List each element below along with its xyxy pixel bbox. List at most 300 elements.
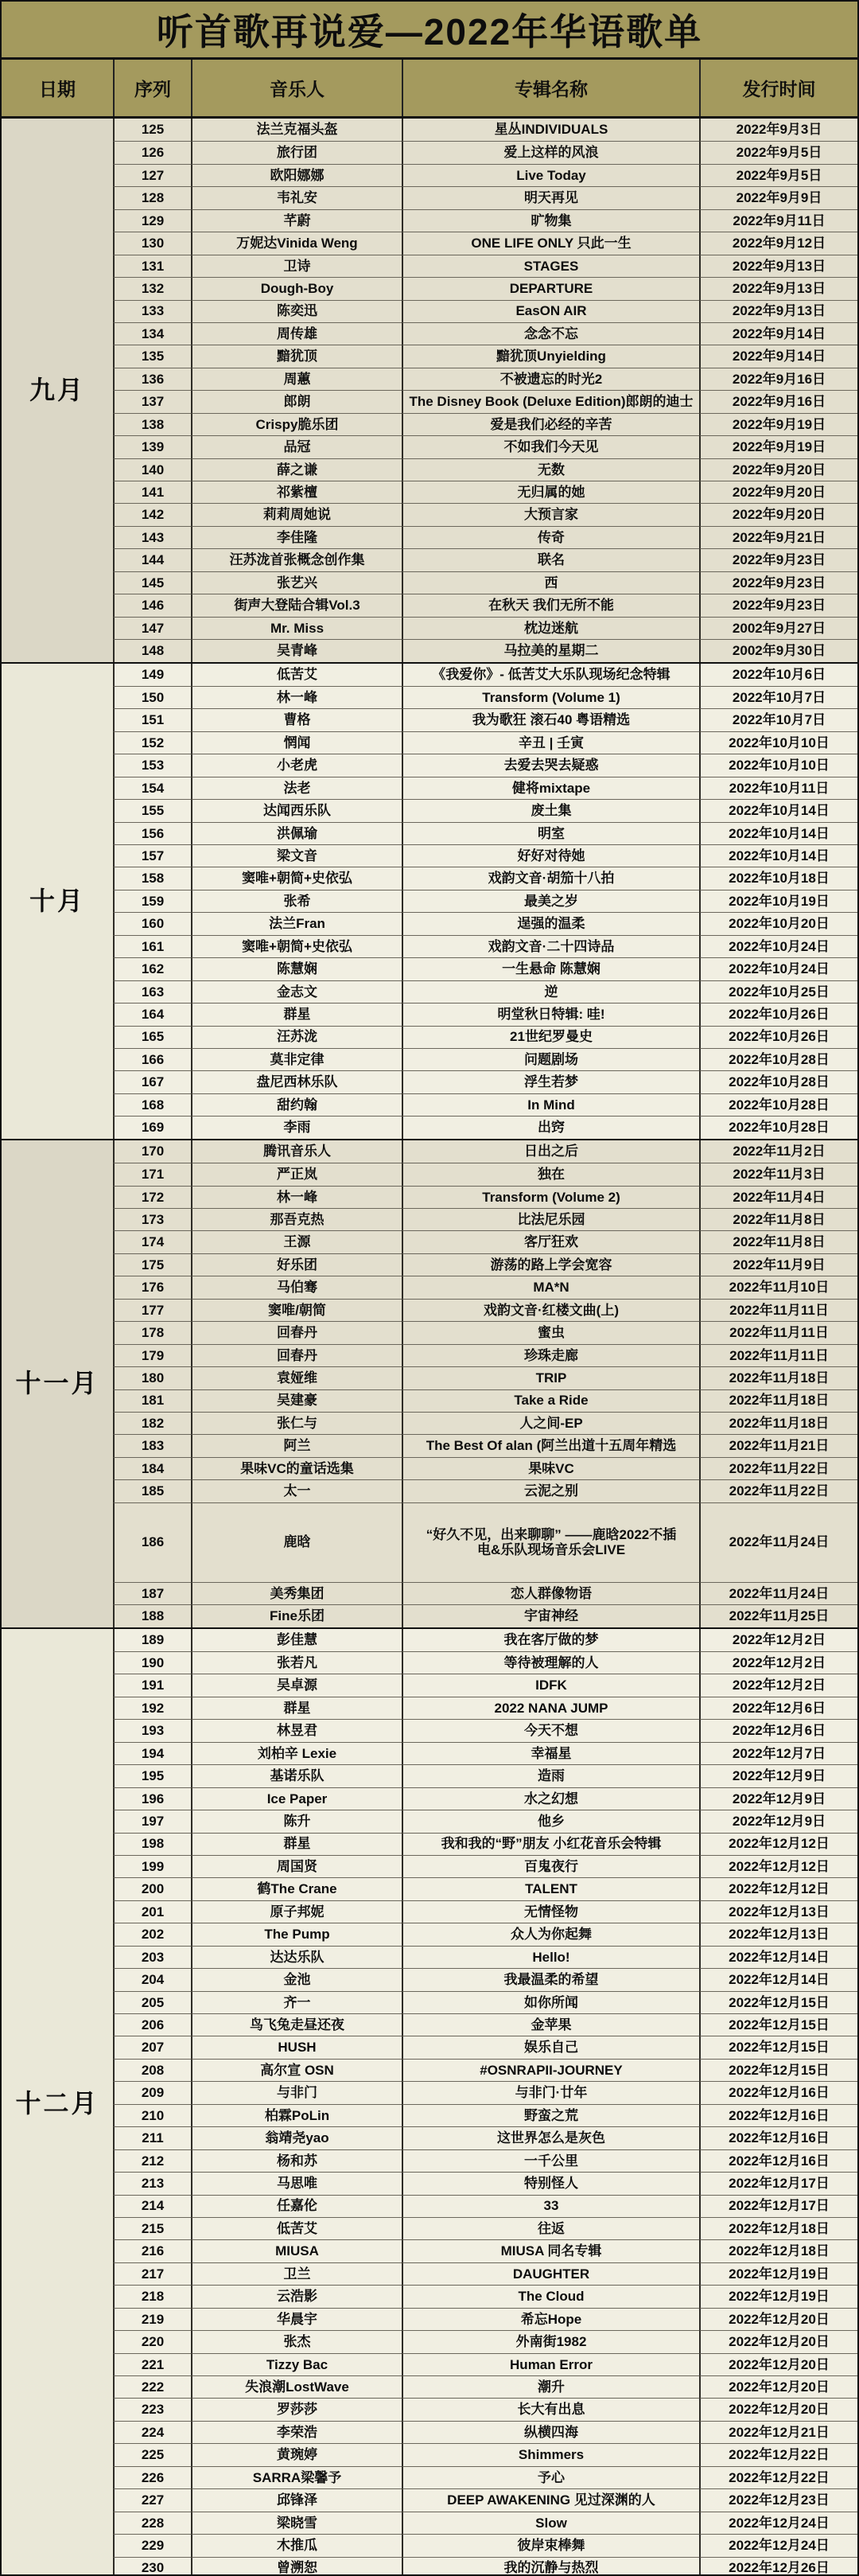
row-no: 190	[113, 1651, 191, 1674]
album-title: 娱乐自己	[402, 2036, 699, 2058]
artist-name: 周蕙	[191, 368, 402, 390]
month-group-4	[2, 1627, 857, 2576]
row-no: 182	[113, 1412, 191, 1434]
release-date: 2022年10月28日	[699, 1116, 857, 1138]
album-title: 爱是我们必经的辛苦	[402, 413, 699, 435]
album-title: 比法尼乐园	[402, 1208, 699, 1230]
release-date: 2022年11月8日	[699, 1208, 857, 1230]
artist-name: MIUSA	[191, 2239, 402, 2262]
release-date: 2022年12月20日	[699, 2398, 857, 2420]
row-no: 186	[113, 1502, 191, 1582]
artist-name: 低苦艾	[191, 664, 402, 686]
album-title: 无归属的她	[402, 481, 699, 503]
album-title: TRIP	[402, 1366, 699, 1389]
row-no: 201	[113, 1900, 191, 1923]
row-no: 156	[113, 822, 191, 844]
artist-name: 好乐团	[191, 1253, 402, 1276]
release-date: 2022年11月24日	[699, 1582, 857, 1604]
album-title: MIUSA 同名专辑	[402, 2239, 699, 2262]
row-no: 221	[113, 2353, 191, 2375]
album-title: DEPARTURE	[402, 277, 699, 299]
album-title: IDFK	[402, 1674, 699, 1696]
release-date: 2022年12月7日	[699, 1742, 857, 1764]
artist-name: 马伯骞	[191, 1276, 402, 1298]
row-no: 229	[113, 2534, 191, 2556]
row-no: 222	[113, 2375, 191, 2398]
album-title: 最美之岁	[402, 890, 699, 912]
album-title: 我为歌狂 滚石40 粤语精选	[402, 708, 699, 731]
row-no: 203	[113, 1946, 191, 1968]
artist-name: 郎朗	[191, 390, 402, 412]
album-title: 客厅狂欢	[402, 1230, 699, 1253]
album-title: Shimmers	[402, 2443, 699, 2465]
row-no: 155	[113, 799, 191, 821]
table-body	[2, 119, 857, 2576]
release-date: 2022年10月26日	[699, 1003, 857, 1025]
row-no: 138	[113, 413, 191, 435]
row-no: 189	[113, 1629, 191, 1651]
artist-name: 群星	[191, 1833, 402, 1855]
artist-name: 旅行团	[191, 141, 402, 163]
month-label: 九月	[2, 119, 113, 662]
album-title: 日出之后	[402, 1140, 699, 1163]
row-no: 169	[113, 1116, 191, 1138]
row-no: 216	[113, 2239, 191, 2262]
release-date: 2022年9月21日	[699, 526, 857, 548]
artist-name: 任嘉伦	[191, 2195, 402, 2217]
row-no: 132	[113, 277, 191, 299]
release-date: 2022年12月15日	[699, 2013, 857, 2036]
release-date: 2022年10月7日	[699, 686, 857, 708]
artist-name: 小老虎	[191, 754, 402, 776]
row-no: 134	[113, 322, 191, 345]
row-no: 218	[113, 2285, 191, 2307]
release-date: 2022年9月19日	[699, 435, 857, 458]
release-date: 2022年10月26日	[699, 1026, 857, 1048]
release-date: 2022年12月17日	[699, 2172, 857, 2194]
header-album: 专辑名称	[402, 60, 699, 116]
album-title: 去爱去哭去疑惑	[402, 754, 699, 776]
row-no: 194	[113, 1742, 191, 1764]
artist-name: 林一峰	[191, 1186, 402, 1208]
album-title: 游荡的路上学会宽容	[402, 1253, 699, 1276]
artist-name: Ice Paper	[191, 1787, 402, 1810]
artist-name: 李荣浩	[191, 2421, 402, 2443]
artist-name: 莉莉周她说	[191, 503, 402, 525]
artist-name: Tizzy Bac	[191, 2353, 402, 2375]
artist-name: Mr. Miss	[191, 617, 402, 639]
album-title: 独在	[402, 1163, 699, 1185]
artist-name: 芊蔚	[191, 209, 402, 232]
artist-name: 失浪潮LostWave	[191, 2375, 402, 2398]
artist-name: 云浩影	[191, 2285, 402, 2307]
header-artist: 音乐人	[191, 60, 402, 116]
page-title: 听首歌再说爱—2022年华语歌单	[2, 2, 857, 60]
row-no: 164	[113, 1003, 191, 1025]
month-label: 十一月	[2, 1140, 113, 1627]
release-date: 2022年12月14日	[699, 1968, 857, 1990]
row-no: 168	[113, 1093, 191, 1116]
row-no: 212	[113, 2149, 191, 2172]
artist-name: 陈奕迅	[191, 300, 402, 322]
album-title: 废土集	[402, 799, 699, 821]
artist-name: 卫兰	[191, 2262, 402, 2285]
release-date: 2022年11月18日	[699, 1412, 857, 1434]
artist-name: 盘尼西林乐队	[191, 1070, 402, 1093]
artist-name: 窦唯+朝简+史依弘	[191, 935, 402, 957]
album-title: 问题剧场	[402, 1048, 699, 1070]
album-title: 联名	[402, 548, 699, 571]
album-title: 浮生若梦	[402, 1070, 699, 1093]
release-date: 2022年11月11日	[699, 1299, 857, 1321]
row-no: 143	[113, 526, 191, 548]
row-no: 198	[113, 1833, 191, 1855]
release-date: 2022年12月16日	[699, 2081, 857, 2103]
album-title: 健将mixtape	[402, 777, 699, 799]
row-no: 145	[113, 571, 191, 594]
release-date: 2022年9月13日	[699, 255, 857, 277]
row-no: 172	[113, 1186, 191, 1208]
album-title: 特别怪人	[402, 2172, 699, 2194]
album-title: 水之幻想	[402, 1787, 699, 1810]
album-title: 外南街1982	[402, 2330, 699, 2352]
month-label: 十月	[2, 664, 113, 1139]
row-no: 193	[113, 1719, 191, 1741]
row-no: 165	[113, 1026, 191, 1048]
release-date: 2022年9月23日	[699, 548, 857, 571]
row-no: 131	[113, 255, 191, 277]
artist-name: 金志文	[191, 980, 402, 1003]
release-date: 2022年12月12日	[699, 1877, 857, 1900]
row-no: 217	[113, 2262, 191, 2285]
artist-name: 华晨宇	[191, 2308, 402, 2330]
row-no: 137	[113, 390, 191, 412]
album-title: 与非门·廿年	[402, 2081, 699, 2103]
artist-name: 袁娅维	[191, 1366, 402, 1389]
artist-name: 鹤The Crane	[191, 1877, 402, 1900]
artist-name: Crispy脆乐团	[191, 413, 402, 435]
header-no: 序列	[113, 60, 191, 116]
artist-name: 莫非定律	[191, 1048, 402, 1070]
release-date: 2022年11月24日	[699, 1502, 857, 1582]
artist-name: 曾溯恕	[191, 2557, 402, 2576]
album-title: 我最温柔的希望	[402, 1968, 699, 1990]
row-no: 173	[113, 1208, 191, 1230]
artist-name: 果味VC的童话选集	[191, 1457, 402, 1479]
artist-name: 欧阳娜娜	[191, 164, 402, 186]
row-no: 170	[113, 1140, 191, 1163]
artist-name: 严正岚	[191, 1163, 402, 1185]
album-title: 西	[402, 571, 699, 594]
album-title: “好久不见，出来聊聊” ——鹿晗2022不插电&乐队现场音乐会LIVE	[402, 1502, 699, 1582]
row-no: 151	[113, 708, 191, 731]
release-date: 2022年10月14日	[699, 822, 857, 844]
album-title: 往返	[402, 2217, 699, 2239]
row-no: 135	[113, 345, 191, 367]
album-title: 造雨	[402, 1764, 699, 1787]
release-date: 2022年9月23日	[699, 571, 857, 594]
album-title: 我在客厅做的梦	[402, 1629, 699, 1651]
artist-name: SARRA梁馨予	[191, 2466, 402, 2488]
artist-name: 彭佳慧	[191, 1629, 402, 1651]
artist-name: 鸟飞兔走昼还夜	[191, 2013, 402, 2036]
artist-name: The Pump	[191, 1923, 402, 1945]
album-title: DEEP AWAKENING 见过深渊的人	[402, 2488, 699, 2511]
album-title: Transform (Volume 2)	[402, 1186, 699, 1208]
release-date: 2022年10月24日	[699, 957, 857, 980]
row-no: 149	[113, 664, 191, 686]
row-no: 175	[113, 1253, 191, 1276]
artist-name: 李雨	[191, 1116, 402, 1138]
artist-name: 惘闻	[191, 731, 402, 754]
artist-name: 杨和苏	[191, 2149, 402, 2172]
month-group-3	[2, 1139, 857, 1627]
release-date: 2022年9月13日	[699, 277, 857, 299]
album-title: 希忘Hope	[402, 2308, 699, 2330]
release-date: 2022年12月26日	[699, 2557, 857, 2576]
row-no: 219	[113, 2308, 191, 2330]
release-date: 2022年11月21日	[699, 1434, 857, 1456]
album-title: 出窍	[402, 1116, 699, 1138]
artist-name: Dough-Boy	[191, 277, 402, 299]
artist-name: 汪苏泷	[191, 1026, 402, 1048]
row-no: 129	[113, 209, 191, 232]
album-title: 戏韵文音·二十四诗品	[402, 935, 699, 957]
row-no: 181	[113, 1389, 191, 1412]
release-date: 2022年12月22日	[699, 2466, 857, 2488]
release-date: 2022年9月20日	[699, 503, 857, 525]
release-date: 2022年12月18日	[699, 2217, 857, 2239]
row-no: 187	[113, 1582, 191, 1604]
row-no: 162	[113, 957, 191, 980]
row-no: 146	[113, 594, 191, 616]
artist-name: 薛之谦	[191, 458, 402, 481]
album-title: 金苹果	[402, 2013, 699, 2036]
release-date: 2022年10月19日	[699, 890, 857, 912]
release-date: 2022年10月14日	[699, 844, 857, 867]
album-title: 彼岸束棒舞	[402, 2534, 699, 2556]
release-date: 2022年9月23日	[699, 594, 857, 616]
album-title: 辛丑 | 壬寅	[402, 731, 699, 754]
release-date: 2022年10月14日	[699, 799, 857, 821]
album-title: 在秋天 我们无所不能	[402, 594, 699, 616]
album-title: 他乡	[402, 1810, 699, 1832]
header-release: 发行时间	[699, 60, 857, 116]
release-date: 2022年12月18日	[699, 2239, 857, 2262]
release-date: 2022年10月18日	[699, 867, 857, 889]
row-no: 160	[113, 912, 191, 934]
release-date: 2022年11月11日	[699, 1344, 857, 1366]
artist-name: 吴卓源	[191, 1674, 402, 1696]
album-title: 戏韵文音·胡笳十八拍	[402, 867, 699, 889]
release-date: 2022年12月2日	[699, 1674, 857, 1696]
release-date: 2022年12月15日	[699, 1991, 857, 2013]
release-date: 2022年12月24日	[699, 2534, 857, 2556]
release-date: 2022年12月12日	[699, 1855, 857, 1877]
row-no: 179	[113, 1344, 191, 1366]
release-date: 2022年11月2日	[699, 1140, 857, 1163]
row-no: 195	[113, 1764, 191, 1787]
artist-name: 张若凡	[191, 1651, 402, 1674]
artist-name: 张杰	[191, 2330, 402, 2352]
release-date: 2022年9月12日	[699, 232, 857, 254]
album-title: 无情怪物	[402, 1900, 699, 1923]
artist-name: 原子邦妮	[191, 1900, 402, 1923]
row-no: 176	[113, 1276, 191, 1298]
row-no: 211	[113, 2126, 191, 2149]
artist-name: 周传雄	[191, 322, 402, 345]
artist-name: 张希	[191, 890, 402, 912]
row-no: 205	[113, 1991, 191, 2013]
release-date: 2022年9月16日	[699, 390, 857, 412]
release-date: 2022年11月4日	[699, 1186, 857, 1208]
album-title: 念念不忘	[402, 322, 699, 345]
row-no: 213	[113, 2172, 191, 2194]
release-date: 2022年9月19日	[699, 413, 857, 435]
row-no: 136	[113, 368, 191, 390]
release-date: 2022年10月7日	[699, 708, 857, 731]
artist-name: 梁文音	[191, 844, 402, 867]
release-date: 2022年12月22日	[699, 2443, 857, 2465]
artist-name: 王源	[191, 1230, 402, 1253]
row-no: 220	[113, 2330, 191, 2352]
release-date: 2022年11月3日	[699, 1163, 857, 1185]
release-date: 2022年9月3日	[699, 119, 857, 141]
row-no: 215	[113, 2217, 191, 2239]
artist-name: 祁紫檀	[191, 481, 402, 503]
artist-name: 黯犹顶	[191, 345, 402, 367]
album-title: 果味VC	[402, 1457, 699, 1479]
album-title: 长大有出息	[402, 2398, 699, 2420]
artist-name: 罗莎莎	[191, 2398, 402, 2420]
release-date: 2022年12月6日	[699, 1719, 857, 1741]
album-title: #OSNRAPII-JOURNEY	[402, 2059, 699, 2081]
album-title: 我的沉静与热烈	[402, 2557, 699, 2576]
artist-name: 那吾克热	[191, 1208, 402, 1230]
release-date: 2022年11月25日	[699, 1604, 857, 1627]
artist-name: 吴青峰	[191, 639, 402, 661]
album-title: 百鬼夜行	[402, 1855, 699, 1877]
release-date: 2022年11月18日	[699, 1366, 857, 1389]
album-title: 不如我们今天见	[402, 435, 699, 458]
release-date: 2022年10月10日	[699, 754, 857, 776]
artist-name: 梁晓雪	[191, 2512, 402, 2534]
row-no: 224	[113, 2421, 191, 2443]
table-header	[2, 60, 857, 119]
artist-name: 林昱君	[191, 1719, 402, 1741]
release-date: 2022年12月15日	[699, 2036, 857, 2058]
release-date: 2022年12月20日	[699, 2375, 857, 2398]
row-no: 202	[113, 1923, 191, 1945]
album-title: Transform (Volume 1)	[402, 686, 699, 708]
row-no: 161	[113, 935, 191, 957]
release-date: 2022年12月23日	[699, 2488, 857, 2511]
release-date: 2022年9月20日	[699, 458, 857, 481]
album-title: 2022 NANA JUMP	[402, 1697, 699, 1719]
release-date: 2022年12月2日	[699, 1629, 857, 1651]
artist-name: 卫诗	[191, 255, 402, 277]
header-date: 日期	[39, 79, 76, 99]
row-no: 174	[113, 1230, 191, 1253]
row-no: 141	[113, 481, 191, 503]
release-date: 2022年12月20日	[699, 2353, 857, 2375]
album-title: DAUGHTER	[402, 2262, 699, 2285]
release-date: 2022年12月20日	[699, 2330, 857, 2352]
release-date: 2022年12月20日	[699, 2308, 857, 2330]
artist-name: 与非门	[191, 2081, 402, 2103]
album-title: 一千公里	[402, 2149, 699, 2172]
row-no: 159	[113, 890, 191, 912]
row-no: 178	[113, 1321, 191, 1343]
release-date: 2022年12月17日	[699, 2195, 857, 2217]
release-date: 2022年9月9日	[699, 186, 857, 208]
row-no: 128	[113, 186, 191, 208]
row-no: 177	[113, 1299, 191, 1321]
row-no: 196	[113, 1787, 191, 1810]
release-date: 2022年11月9日	[699, 1253, 857, 1276]
release-date: 2022年12月12日	[699, 1833, 857, 1855]
artist-name: 金池	[191, 1968, 402, 1990]
artist-name: 李佳隆	[191, 526, 402, 548]
artist-name: 达闻西乐队	[191, 799, 402, 821]
album-title: TALENT	[402, 1877, 699, 1900]
release-date: 2022年9月14日	[699, 322, 857, 345]
album-title: 21世纪罗曼史	[402, 1026, 699, 1048]
artist-name: 群星	[191, 1003, 402, 1025]
album-title: The Disney Book (Deluxe Edition)郎朗的迪士	[402, 390, 699, 412]
row-no: 204	[113, 1968, 191, 1990]
album-title: Take a Ride	[402, 1389, 699, 1412]
release-date: 2022年12月9日	[699, 1764, 857, 1787]
album-title: MA*N	[402, 1276, 699, 1298]
row-no: 210	[113, 2104, 191, 2126]
row-no: 180	[113, 1366, 191, 1389]
release-date: 2022年11月10日	[699, 1276, 857, 1298]
release-date: 2022年9月14日	[699, 345, 857, 367]
album-title: 人之间-EP	[402, 1412, 699, 1434]
artist-name: 林一峰	[191, 686, 402, 708]
album-title: 大预言家	[402, 503, 699, 525]
row-no: 157	[113, 844, 191, 867]
release-date: 2022年12月13日	[699, 1900, 857, 1923]
album-title: 马拉美的星期二	[402, 639, 699, 661]
release-date: 2022年12月2日	[699, 1651, 857, 1674]
artist-name: 邱锋泽	[191, 2488, 402, 2511]
row-no: 230	[113, 2557, 191, 2576]
release-date: 2022年10月28日	[699, 1070, 857, 1093]
release-date: 2022年11月8日	[699, 1230, 857, 1253]
album-title: ONE LIFE ONLY 只此一生	[402, 232, 699, 254]
row-no: 167	[113, 1070, 191, 1093]
row-no: 127	[113, 164, 191, 186]
row-no: 207	[113, 2036, 191, 2058]
artist-name: 腾讯音乐人	[191, 1140, 402, 1163]
album-title: 蜜虫	[402, 1321, 699, 1343]
album-title: 逞强的温柔	[402, 912, 699, 934]
release-date: 2022年12月15日	[699, 2059, 857, 2081]
row-no: 208	[113, 2059, 191, 2081]
row-no: 139	[113, 435, 191, 458]
row-no: 199	[113, 1855, 191, 1877]
row-no: 158	[113, 867, 191, 889]
artist-name: 曹格	[191, 708, 402, 731]
artist-name: 法兰克福头盔	[191, 119, 402, 141]
row-no: 185	[113, 1479, 191, 1502]
row-no: 228	[113, 2512, 191, 2534]
album-title: Human Error	[402, 2353, 699, 2375]
row-no: 142	[113, 503, 191, 525]
release-date: 2022年12月9日	[699, 1787, 857, 1810]
